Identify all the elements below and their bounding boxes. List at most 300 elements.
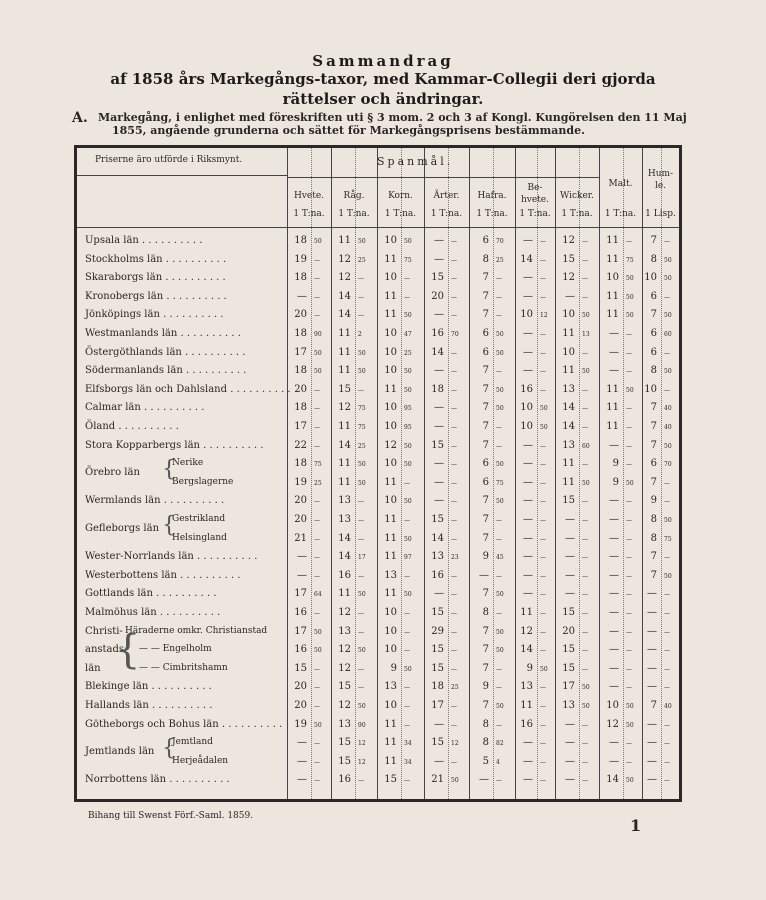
cell-value: 8 — [650, 253, 657, 265]
cell-ore: — — [314, 312, 320, 320]
cell-ore: 50 — [582, 684, 590, 692]
cell-ore: — — [314, 684, 320, 692]
cell-ore: — — [540, 349, 546, 357]
cell-value: 10 — [384, 495, 397, 507]
cell-value: 18 — [431, 681, 444, 693]
cell-value: — — [523, 495, 533, 507]
cell-value: 11 — [338, 365, 351, 377]
cell-ore: — — [540, 386, 546, 394]
cell-ore: — — [664, 758, 670, 766]
cell-value: 10 — [562, 309, 575, 321]
cell-ore: — — [582, 424, 588, 431]
cell-value: 11 — [520, 700, 533, 711]
cell-ore: — — [664, 238, 670, 245]
cell-value: — — [647, 588, 657, 600]
cell-value: — — [565, 532, 575, 544]
cell-value: — — [565, 569, 575, 581]
row-label: Calmar län . . . — [85, 402, 204, 413]
cell-value: 11 — [384, 383, 397, 395]
cell-ore: 97 — [404, 554, 412, 562]
cell-value: 7 — [482, 588, 489, 600]
cell-value: — — [647, 681, 657, 693]
cell-value: — — [297, 290, 307, 302]
cell-value: — — [565, 718, 575, 730]
cell-ore: 25 — [358, 256, 366, 264]
cell-value: — — [523, 290, 533, 302]
row-label: Jemtland — [172, 737, 213, 748]
cell-ore: — — [496, 368, 502, 376]
cell-ore: — — [496, 777, 502, 785]
cell-value: 7 — [482, 383, 489, 395]
cell-ore: — — [540, 554, 546, 562]
section-note-line-1: Markegång, i enlighet med föreskriften uti § 3 mom. 2 och 3 af Kongl. Kungörelsen den 11 Maj — [98, 111, 687, 124]
cell-value: 7 — [482, 365, 489, 377]
cell-ore: 70 — [451, 331, 459, 338]
cell-value: — — [609, 662, 619, 674]
cell-value: 11 — [606, 309, 619, 321]
cell-ore: — — [314, 517, 320, 524]
cell-value: 5 — [482, 755, 489, 767]
cell-value: 13 — [562, 700, 575, 711]
column-header-6: Wicker. — [560, 191, 594, 201]
cell-value: 20 — [294, 383, 307, 395]
cell-value: 16 — [520, 383, 533, 395]
cell-value: — — [523, 328, 533, 339]
cell-value: — — [523, 588, 533, 600]
cell-value: — — [647, 755, 657, 767]
cell-value: 11 — [606, 383, 619, 395]
column-header-8: Hum- — [647, 169, 674, 179]
cell-ore: — — [582, 405, 588, 413]
cell-value: — — [434, 588, 444, 600]
cell-value: 10 — [606, 272, 619, 284]
cell-ore: — — [314, 442, 320, 450]
cell-ore: — — [358, 610, 364, 617]
cell-ore: — — [540, 572, 546, 580]
cell-value: 14 — [520, 644, 533, 656]
cell-ore: 2 — [358, 331, 362, 338]
row-label: — — Cimbritshamn — [139, 662, 228, 673]
cell-ore: — — [451, 368, 457, 376]
cell-ore: 60 — [582, 442, 590, 450]
cell-value: 7 — [650, 439, 657, 451]
cell-ore: — — [496, 293, 502, 301]
cell-value: — — [523, 569, 533, 581]
christianstad-group-label: anstads — [85, 644, 125, 656]
cell-ore: 70 — [496, 238, 504, 245]
cell-ore: — — [664, 293, 670, 301]
cell-value: 6 — [482, 458, 489, 470]
cell-ore: — — [540, 628, 546, 636]
cell-value: 11 — [384, 718, 397, 730]
column-header-0: Hvete. — [293, 191, 325, 201]
cell-ore: — — [582, 349, 588, 357]
cell-ore: 50 — [626, 721, 634, 729]
cell-value: 15 — [562, 607, 575, 618]
sub-column-divider — [537, 148, 538, 799]
cell-value: 15 — [431, 272, 444, 284]
cell-ore: — — [540, 758, 546, 766]
cell-ore: — — [358, 572, 364, 580]
cell-ore: — — [358, 386, 364, 394]
column-unit-2: 1 T:na. — [384, 209, 417, 219]
cell-value: 6 — [650, 290, 657, 302]
cell-value: — — [609, 495, 619, 507]
cell-value: 10 — [520, 402, 533, 414]
cell-ore: — — [540, 684, 546, 692]
cell-ore: 50 — [664, 572, 672, 580]
cell-value: 20 — [294, 495, 307, 507]
cell-ore: — — [314, 610, 320, 617]
cell-value: 11 — [606, 235, 619, 246]
cell-value: 21 — [431, 774, 444, 786]
cell-value: 8 — [482, 718, 489, 730]
cell-ore: — — [404, 628, 410, 636]
cell-ore: — — [664, 628, 670, 636]
cell-value: 13 — [384, 569, 397, 581]
cell-value: 15 — [562, 253, 575, 265]
cell-value: — — [434, 421, 444, 432]
cell-ore: — — [358, 275, 364, 283]
cell-value: — — [434, 402, 444, 414]
cell-ore: — — [664, 777, 670, 785]
cell-value: 11 — [338, 458, 351, 470]
cell-value: 13 — [338, 625, 351, 637]
cell-value: 16 — [294, 644, 307, 656]
cell-value: 9 — [650, 495, 657, 507]
cell-value: 17 — [294, 625, 307, 637]
cell-value: — — [297, 737, 307, 749]
cell-value: 10 — [384, 700, 397, 711]
cell-ore: — — [664, 721, 670, 729]
cell-ore: — — [540, 777, 546, 785]
cell-ore: 40 — [664, 703, 672, 710]
cell-ore: 50 — [358, 238, 366, 245]
cell-value: — — [609, 644, 619, 656]
cell-ore: — — [358, 517, 364, 524]
cell-ore: 60 — [664, 331, 672, 338]
cell-value: — — [565, 737, 575, 749]
cell-ore: 50 — [626, 479, 634, 487]
cell-ore: — — [314, 498, 320, 506]
cell-ore: 50 — [664, 442, 672, 450]
cell-value: 14 — [431, 532, 444, 544]
cell-ore: 25 — [404, 349, 412, 357]
cell-value: 7 — [650, 421, 657, 432]
cell-ore: — — [404, 647, 410, 655]
cell-value: 11 — [338, 476, 351, 488]
cell-ore: 95 — [404, 424, 412, 431]
cell-ore: 47 — [404, 331, 412, 338]
cell-value: 15 — [562, 495, 575, 507]
cell-ore: 17 — [358, 554, 366, 562]
cell-ore: 75 — [626, 256, 634, 264]
cell-value: 11 — [384, 309, 397, 321]
cell-value: 7 — [650, 235, 657, 246]
cell-ore: — — [626, 665, 632, 673]
cell-ore: — — [626, 628, 632, 636]
cell-ore: 50 — [404, 442, 412, 450]
cell-value: 17 — [294, 421, 307, 432]
row-label: Häraderne omkr. Christianstad — [125, 625, 268, 636]
sub-column-divider — [661, 148, 662, 799]
cell-value: — — [523, 235, 533, 246]
cell-value: 7 — [482, 290, 489, 302]
cell-ore: — — [626, 535, 632, 543]
row-group-label: Gefleborgs län — [85, 523, 160, 534]
header-rule — [77, 175, 287, 176]
cell-ore: — — [664, 479, 670, 487]
cell-value: 14 — [562, 402, 575, 414]
cell-value: — — [523, 514, 533, 525]
cell-ore: — — [582, 275, 588, 283]
cell-ore: — — [664, 684, 670, 692]
cell-value: 14 — [338, 439, 351, 451]
cell-value: 7 — [482, 514, 489, 525]
cell-value: — — [434, 495, 444, 507]
cell-ore: 50 — [496, 331, 504, 338]
cell-ore: — — [626, 442, 632, 450]
cell-value: 11 — [520, 607, 533, 618]
cell-ore: — — [626, 758, 632, 766]
cell-value: 22 — [294, 439, 307, 451]
cell-value: — — [523, 346, 533, 358]
cell-ore: 50 — [314, 628, 322, 636]
cell-value: — — [523, 737, 533, 749]
group-brace: { — [115, 626, 141, 673]
cell-value: 12 — [562, 235, 575, 246]
cell-ore: — — [496, 275, 502, 283]
sub-column-divider — [493, 148, 494, 799]
cell-value: 19 — [294, 476, 307, 488]
cell-ore: 50 — [582, 703, 590, 710]
cell-value: 7 — [482, 402, 489, 414]
cell-value: 11 — [338, 346, 351, 358]
row-label: Gestrikland — [172, 514, 226, 524]
cell-value: 10 — [520, 421, 533, 432]
cell-value: — — [609, 569, 619, 581]
cell-value: 16 — [338, 774, 351, 786]
cell-ore: — — [451, 647, 457, 655]
column-header-4: Hafra. — [477, 191, 507, 201]
cell-ore: — — [664, 665, 670, 673]
cell-ore: 50 — [664, 368, 672, 376]
cell-ore: 82 — [496, 740, 504, 748]
cell-value: 6 — [482, 328, 489, 339]
cell-value: 7 — [482, 662, 489, 674]
cell-ore: — — [358, 777, 364, 785]
cell-value: 16 — [431, 328, 444, 339]
cell-value: 10 — [384, 644, 397, 656]
cell-value: 6 — [650, 346, 657, 358]
column-unit-8: 1 Lisp. — [645, 209, 676, 219]
spanmal-group-header: Spanmål. — [377, 155, 454, 168]
cell-ore: 50 — [626, 386, 634, 394]
column-header-8-line2: le. — [654, 181, 667, 191]
column-unit-4: 1 T:na. — [476, 209, 508, 219]
cell-value: — — [647, 625, 657, 637]
cell-ore: — — [404, 572, 410, 580]
cell-value: 7 — [482, 644, 489, 656]
corner-header: Priserne äro utförde i Riksmynt. — [95, 155, 243, 165]
cell-value: 20 — [294, 700, 307, 711]
group-brace: { — [162, 736, 176, 762]
column-unit-6: 1 T:na. — [561, 209, 593, 219]
row-group-label: Örebro län — [85, 467, 140, 479]
row-group-label: Jemtlands län — [85, 746, 155, 758]
cell-value: 10 — [384, 402, 397, 414]
cell-ore: — — [314, 386, 320, 394]
cell-ore: 25 — [496, 256, 504, 264]
cell-value: — — [523, 532, 533, 544]
cell-ore: — — [496, 517, 502, 524]
cell-ore: 50 — [496, 349, 504, 357]
cell-ore: — — [626, 331, 632, 338]
source-footnote: Bihang till Swenst Förf.-Saml. 1859. — [88, 811, 254, 821]
cell-value: — — [434, 253, 444, 265]
cell-ore: — — [626, 424, 632, 431]
cell-ore: — — [582, 591, 588, 599]
cell-ore: — — [582, 572, 588, 580]
cell-ore: — — [496, 665, 502, 673]
cell-ore: — — [314, 554, 320, 562]
column-header-5-line2: hvete. — [520, 195, 549, 205]
cell-ore: 50 — [314, 349, 322, 357]
cell-value: — — [434, 235, 444, 246]
cell-value: 15 — [431, 439, 444, 451]
row-label: Skaraborgs län . . . — [85, 272, 226, 283]
cell-value: — — [297, 551, 307, 563]
cell-value: 12 — [338, 700, 351, 711]
cell-ore: — — [540, 293, 546, 301]
row-label: Westerbottens län . . . — [85, 570, 241, 581]
cell-ore: — — [358, 535, 364, 543]
cell-value: 14 — [520, 253, 533, 265]
title-line-3: rättelser och ändringar. — [282, 90, 484, 108]
title-line-1: Sammandrag — [312, 52, 454, 70]
cell-value: 14 — [338, 532, 351, 544]
cell-ore: 12 — [540, 312, 548, 320]
cell-value: — — [479, 569, 489, 581]
row-label: Elfsborgs län och Dahlsland . . . — [85, 384, 291, 395]
cell-value: 16 — [294, 607, 307, 618]
sub-column-divider — [579, 148, 580, 799]
cell-value: — — [609, 532, 619, 544]
cell-ore: 50 — [404, 665, 412, 673]
cell-ore: 50 — [404, 461, 412, 469]
cell-value: 13 — [431, 551, 444, 563]
cell-ore: — — [540, 442, 546, 450]
cell-ore: — — [451, 424, 457, 431]
cell-ore: — — [451, 721, 457, 729]
cell-value: — — [609, 328, 619, 339]
row-label: Wester-Norrlands län . . . — [85, 551, 257, 562]
cell-value: 12 — [606, 718, 619, 730]
cell-ore: 25 — [358, 442, 366, 450]
cell-value: — — [609, 681, 619, 693]
row-label: Kronobergs län . . . — [85, 291, 227, 302]
cell-ore: — — [451, 479, 457, 487]
cell-ore: — — [358, 293, 364, 301]
column-unit-1: 1 T:na. — [338, 209, 370, 219]
cell-ore: 50 — [582, 312, 590, 320]
cell-value: 11 — [338, 235, 351, 246]
cell-ore: — — [540, 703, 546, 710]
row-label: Stora Kopparbergs län . . . — [85, 440, 264, 451]
cell-value: 17 — [294, 588, 307, 600]
cell-ore: — — [404, 275, 410, 283]
cell-value: — — [609, 588, 619, 600]
cell-value: 7 — [650, 476, 657, 488]
cell-value: 29 — [431, 625, 444, 637]
cell-ore: 50 — [626, 312, 634, 320]
cell-value: 19 — [294, 253, 307, 265]
cell-ore: — — [314, 535, 320, 543]
cell-ore: — — [451, 665, 457, 673]
cell-value: — — [609, 346, 619, 358]
cell-ore: — — [451, 256, 457, 264]
row-label: Malmöhus län . . . — [85, 607, 220, 618]
header-rule — [77, 227, 679, 228]
cell-value: — — [523, 755, 533, 767]
cell-value: — — [609, 755, 619, 767]
cell-value: 11 — [606, 253, 619, 265]
cell-ore: 40 — [664, 405, 672, 413]
cell-value: 11 — [606, 290, 619, 302]
cell-value: 15 — [431, 644, 444, 656]
cell-ore: — — [582, 517, 588, 524]
sub-column-divider — [355, 148, 356, 799]
cell-value: 11 — [606, 402, 619, 414]
cell-ore: — — [451, 293, 457, 301]
cell-value: — — [565, 514, 575, 525]
cell-ore: — — [496, 684, 502, 692]
cell-value: 20 — [294, 309, 307, 321]
cell-ore: — — [582, 721, 588, 729]
cell-ore: — — [540, 479, 546, 487]
cell-ore: — — [540, 535, 546, 543]
cell-value: 11 — [384, 755, 397, 767]
christianstad-group-label: län — [85, 662, 101, 674]
cell-value: — — [609, 365, 619, 377]
cell-value: — — [565, 755, 575, 767]
cell-value: 9 — [390, 662, 397, 674]
cell-value: 6 — [650, 328, 657, 339]
cell-ore: — — [496, 572, 502, 580]
cell-ore: — — [582, 461, 588, 469]
row-label: Hallands län . . . — [85, 700, 212, 711]
cell-value: 21 — [294, 532, 307, 544]
cell-ore: 50 — [358, 591, 366, 599]
column-unit-5: 1 T:na. — [519, 209, 551, 219]
cell-ore: 50 — [626, 275, 634, 283]
cell-ore: 95 — [404, 405, 412, 413]
cell-ore: — — [404, 684, 410, 692]
row-label: Westmanlands län . . . — [85, 328, 241, 339]
cell-ore: 50 — [496, 591, 504, 599]
cell-ore: — — [314, 275, 320, 283]
cell-ore: — — [451, 386, 457, 394]
cell-value: 11 — [384, 532, 397, 544]
cell-ore: 50 — [664, 312, 672, 320]
cell-ore: — — [664, 554, 670, 562]
row-label: Östergöthlands län . . . — [85, 347, 245, 358]
cell-ore: 12 — [358, 740, 366, 748]
cell-value: 7 — [482, 272, 489, 284]
cell-ore: 50 — [540, 665, 548, 673]
cell-ore: — — [626, 740, 632, 748]
cell-value: — — [523, 476, 533, 488]
